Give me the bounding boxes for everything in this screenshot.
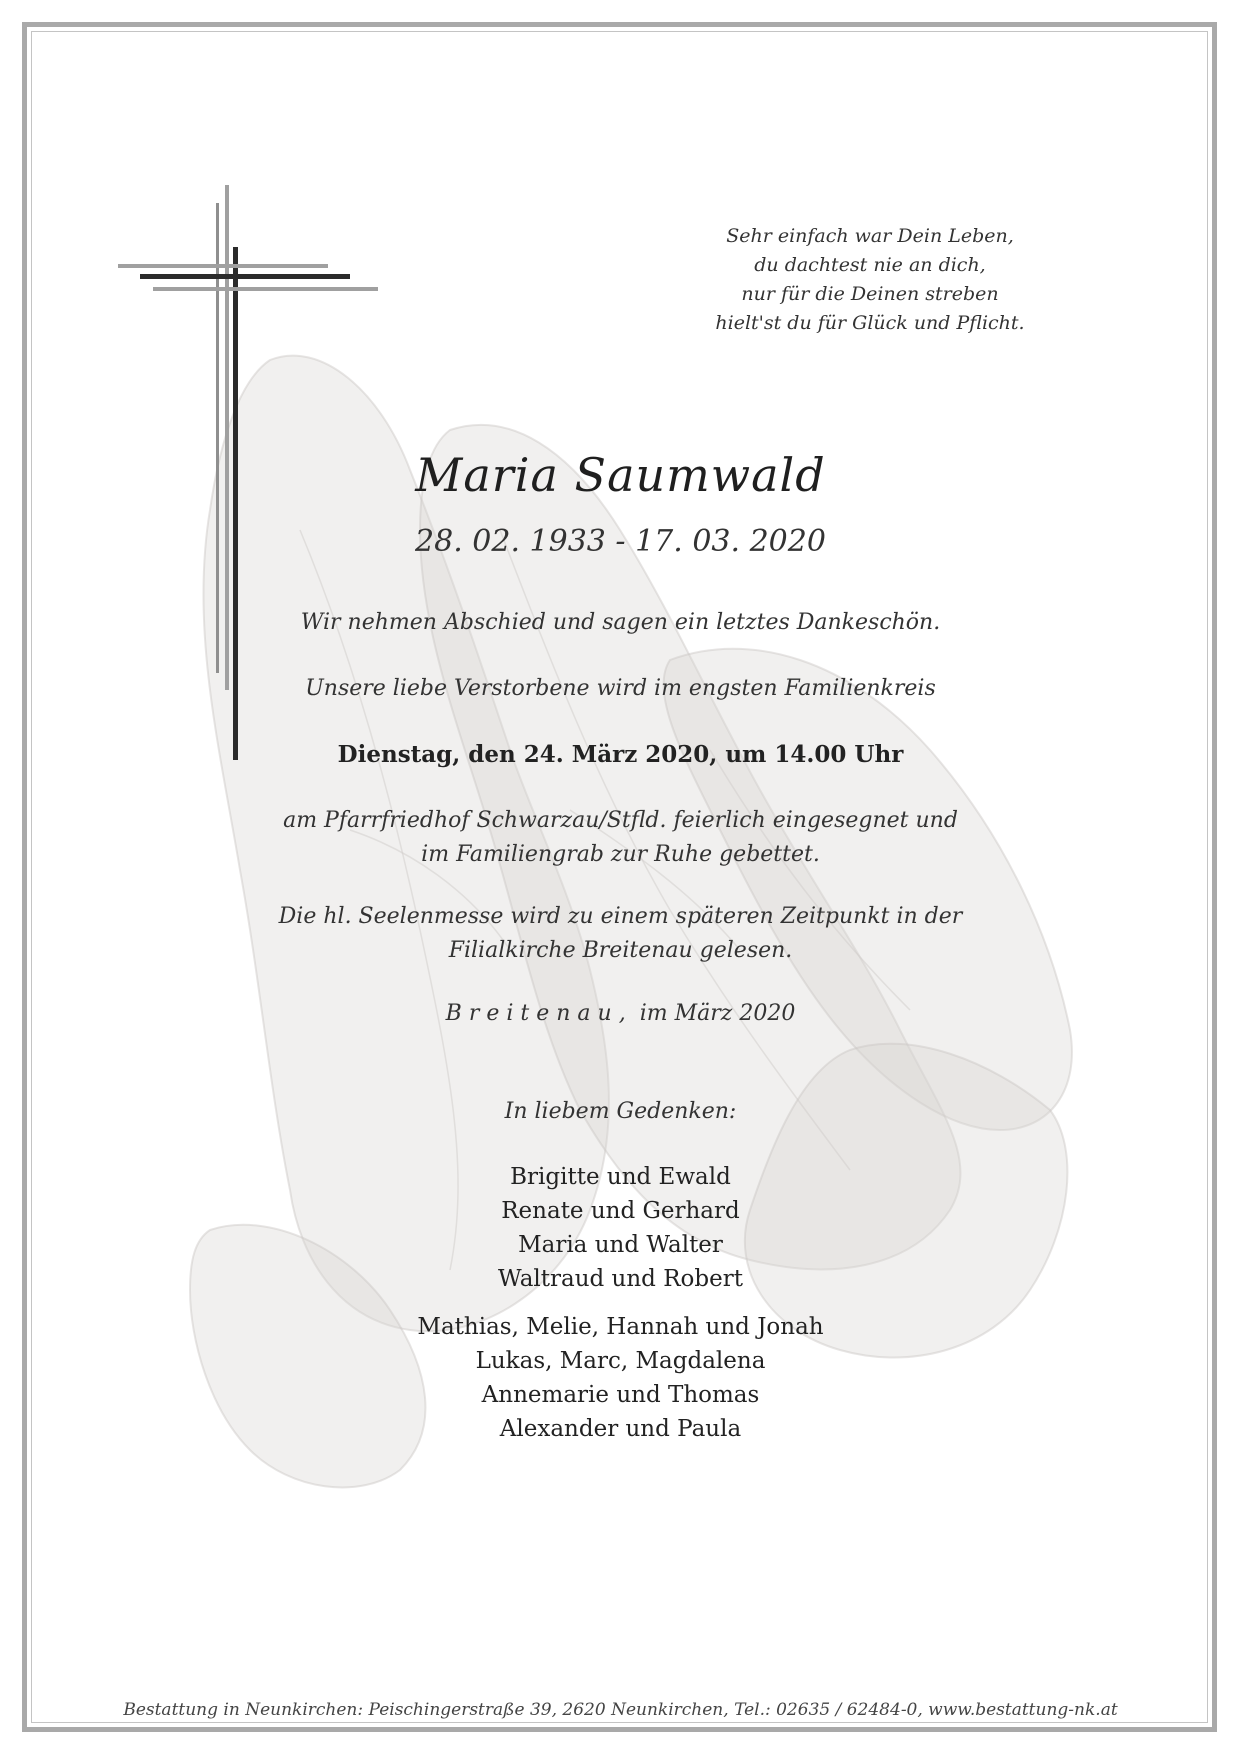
ceremony-date: Dienstag, den 24. März 2020, um 14.00 Uhr bbox=[337, 741, 904, 768]
place-date bbox=[0, 997, 1241, 1031]
family-entry: Annemarie und Thomas bbox=[481, 1382, 760, 1408]
family-entry: Mathias, Melie, Hannah und Jonah bbox=[417, 1314, 824, 1340]
announcement-text: Unsere liebe Verstorbene wird im engsten Familienkreis bbox=[305, 676, 936, 701]
poem-line: nur für die Deinen streben bbox=[741, 283, 999, 305]
farewell-text: Wir nehmen Abschied und sagen ein letztes Dankeschön. bbox=[300, 610, 941, 635]
place-name: Breitenau, bbox=[445, 1001, 633, 1026]
mass-line-2: Filialkirche Breitenau gelesen. bbox=[448, 938, 793, 963]
family-group-2 bbox=[0, 1310, 1241, 1446]
poem-line: hielt'st du für Glück und Pflicht. bbox=[715, 312, 1025, 334]
family-entry: Renate und Gerhard bbox=[501, 1198, 740, 1224]
family-entry: Alexander und Paula bbox=[499, 1416, 742, 1442]
mass-line-1: Die hl. Seelenmesse wird zu einem späteren Zeitpunkt in der bbox=[278, 904, 963, 929]
life-dates: 28. 02. 1933 - 17. 03. 2020 bbox=[415, 524, 826, 559]
place-month: im März 2020 bbox=[632, 1001, 796, 1026]
family-entry: Waltraud und Robert bbox=[498, 1266, 743, 1292]
footer-contact: Bestattung in Neunkirchen: Peischingerstraße 39, 2620 Neunkirchen, Tel.: 02635 / 62484-0, www.bestattung-nk.at bbox=[123, 1700, 1118, 1720]
burial-line-1: am Pfarrfriedhof Schwarzau/Stfld. feierlich eingesegnet und bbox=[283, 808, 958, 833]
memory-heading: In liebem Gedenken: bbox=[504, 1099, 737, 1124]
burial-line-2: im Familiengrab zur Ruhe gebettet. bbox=[421, 842, 820, 867]
poem-line: du dachtest nie an dich, bbox=[754, 254, 986, 276]
family-group-1 bbox=[0, 1160, 1241, 1296]
family-entry: Maria und Walter bbox=[518, 1232, 723, 1258]
poem-line: Sehr einfach war Dein Leben, bbox=[726, 225, 1014, 247]
family-entry: Lukas, Marc, Magdalena bbox=[475, 1348, 766, 1374]
deceased-name: Maria Saumwald bbox=[415, 448, 826, 502]
poem bbox=[660, 222, 1080, 338]
family-entry: Brigitte und Ewald bbox=[510, 1164, 731, 1190]
